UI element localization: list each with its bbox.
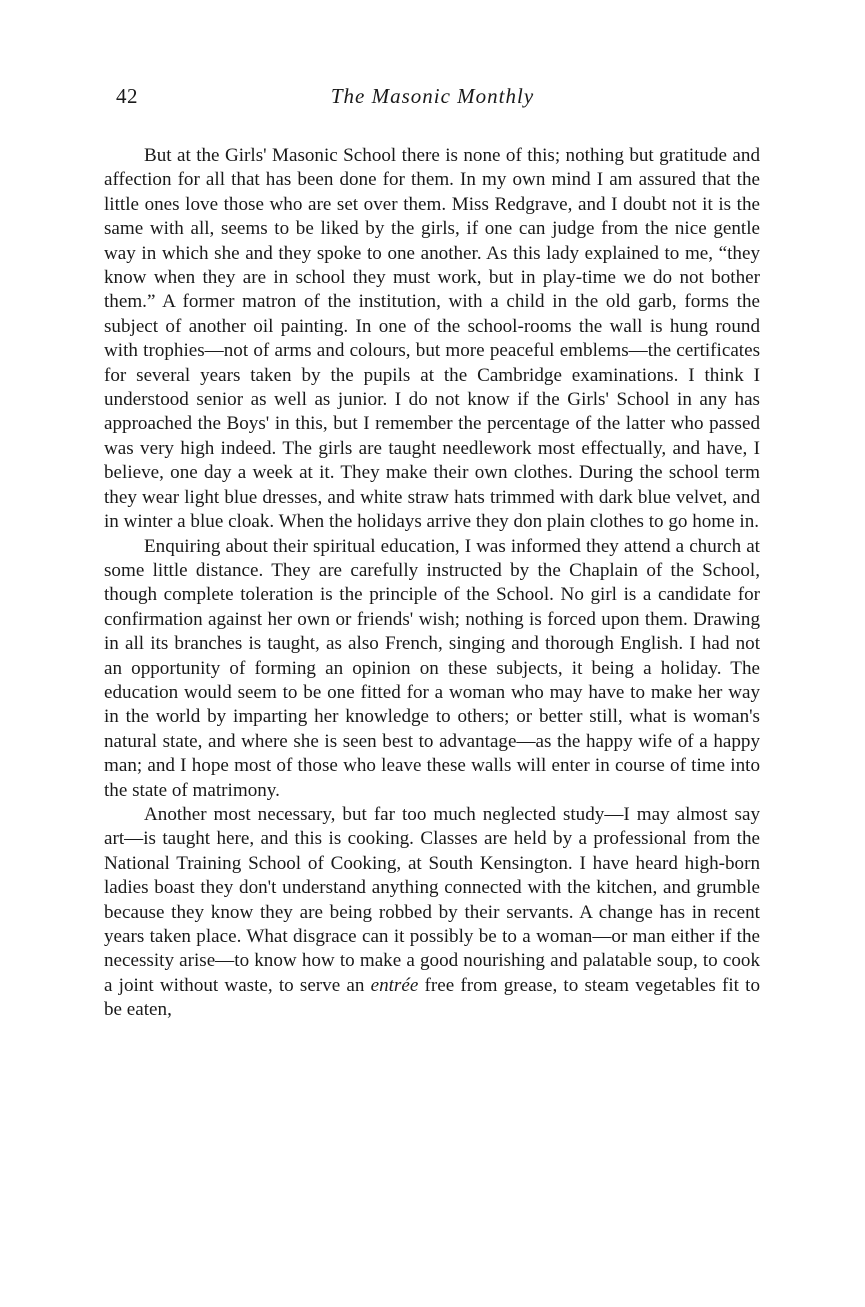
italic-term: entrée — [370, 974, 419, 996]
page-number: 42 — [116, 84, 138, 108]
running-title: The Masonic Monthly — [330, 84, 535, 108]
paragraph-text: Another most necessary, but far too much neglected study—I may almost say art—is taught here, and this is cooking. Classes are held by a professional from the National Training School of Cooking, at South Kensington. I have heard high-born ladies boast they don't understand anything connected with the kitchen, and grumble because they know they are being robbed by their servants. A change has in recent years taken place. What disgrace can it possibly be to a woman—or man either if the necessity arise—to know how to make a good nourishing and palatable soup, to cook a joint without waste, to serve an — [104, 803, 760, 996]
body-text — [104, 144, 760, 1023]
paragraph-text: Enquiring about their spiritual education, I was informed they attend a church at some little distance. They are carefully instructed by the Chaplain of the School, though complete toleration is the principle of the School. No girl is a candidate for confirmation against her own or friends' wish; nothing is forced upon them. Drawing in all its branches is taught, as also French, singing and thorough English. I had not an opportunity of forming an opinion on these subjects, it being a holiday. The education would seem to be one fitted for a woman who may have to make her way in the world by imparting her knowledge to others; or better still, what is woman's natural state, and where she is seen best to advantage—as the happy wife of a happy man; and I hope most of those who leave these walls will enter in course of time into the state of matrimony. — [104, 535, 760, 801]
paragraph — [104, 144, 760, 535]
paragraph-text: free from grease, to steam vegetables fit to be eaten, — [104, 974, 760, 1021]
paragraph — [104, 803, 760, 1023]
page-header — [104, 84, 761, 118]
paragraph-text: But at the Girls' Masonic School there is none of this; nothing but gratitude and affection for all that has been done for them. In my own mind I am assured that the little ones love those who are set over them. Miss Redgrave, and I doubt not it is the same with all, seems to be liked by the girls, if one can judge from the nice gentle way in which she and they spoke to one another. As this lady explained to me, “they know when they are in school they must work, but in play-time we do not bother them.” A former matron of the institution, with a child in the old garb, forms the subject of another oil painting. In one of the school-rooms the wall is hung round with trophies—not of arms and colours, but more peaceful emblems—the certificates for several years taken by the pupils at the Cambridge examinations. I think I understood senior as well as junior. I do not know if the Girls' School in any has approached the Boys' in this, but I remember the percentage of the latter who passed was very high indeed. The girls are taught needlework most effectually, and have, I believe, one day a week at it. They make their own clothes. During the school term they wear light blue dresses, and white straw hats trimmed with dark blue velvet, and in winter a blue cloak. When the holidays arrive they don plain clothes to go home in. — [104, 145, 760, 533]
paragraph — [104, 535, 760, 803]
